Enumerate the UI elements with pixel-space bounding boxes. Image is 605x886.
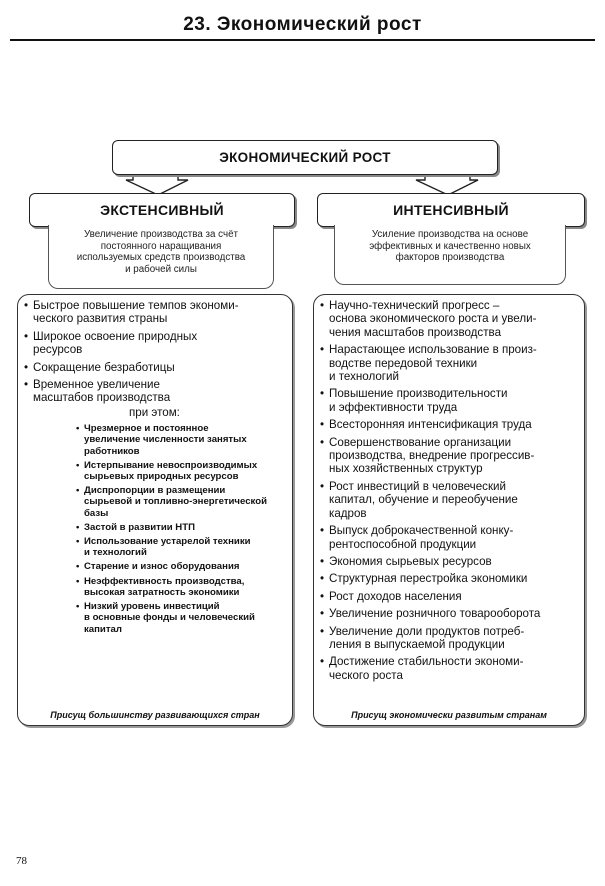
list-item: • Совершенствование организации производства, внедрение прогрессив- ных хозяйственных структур	[320, 436, 578, 476]
arrow-to-extensive	[126, 173, 188, 195]
extensive-description: Увеличение производства за счёт постоянного наращивания используемых средств производства и рабочей силы	[48, 225, 274, 289]
list-item: • Застой в развитии НТП	[24, 522, 286, 533]
intensive-footer: Присущ экономически развитым странам	[351, 710, 547, 720]
list-item: • Сокращение безработицы	[24, 361, 286, 374]
list-item: • Широкое освоение природных ресурсов	[24, 330, 286, 357]
extensive-note: при этом:	[129, 405, 180, 419]
list-item: • Увеличение розничного товарооборота	[320, 607, 578, 620]
extensive-sub-items	[24, 423, 286, 634]
list-item: • Истерпывание невоспроизводимых сырьевых природных ресурсов	[24, 460, 286, 482]
list-item: • Использование устарелой техники и технологий	[24, 536, 286, 558]
list-item: • Низкий уровень инвестиций в основные фонды и человеческий капитал	[24, 601, 286, 635]
list-item: • Научно-технический прогресс – основа экономического роста и увели- чения масштабов производства	[320, 299, 578, 339]
extensive-panel	[17, 294, 293, 726]
list-item: • Всесторонняя интенсификация труда	[320, 418, 578, 431]
list-item: • Увеличение доли продуктов потреб- ления в выпускаемой продукции	[320, 625, 578, 652]
list-item: • Временное увеличение масштабов производства	[24, 378, 286, 405]
intensive-description: Усиление производства на основе эффективных и качественно новых факторов производства	[334, 225, 566, 285]
list-item: • Выпуск доброкачественной конку- рентоспособной продукции	[320, 524, 578, 551]
arrow-to-intensive	[416, 173, 478, 195]
economic-growth-box: ЭКОНОМИЧЕСКИЙ РОСТ	[112, 140, 498, 175]
list-item: • Повышение производительности и эффективности труда	[320, 387, 578, 414]
list-item: • Нарастающее использование в произ- водстве передовой техники и технологий	[320, 343, 578, 383]
list-item: • Достижение стабильности экономи- ческого роста	[320, 655, 578, 682]
extensive-items	[24, 299, 286, 638]
list-item: • Структурная перестройка экономики	[320, 572, 578, 585]
intensive-panel	[313, 294, 585, 726]
list-item: • Рост доходов населения	[320, 590, 578, 603]
list-item: • Быстрое повышение темпов экономи- ческого развития страны	[24, 299, 286, 326]
list-item: • Старение и износ оборудования	[24, 561, 286, 572]
list-item: • Диспропорции в размещении сырьевой и топливно-энергетической базы	[24, 485, 286, 519]
list-item: • Чрезмерное и постоянное увеличение численности занятых работников	[24, 423, 286, 457]
intensive-box: ИНТЕНСИВНЫЙ	[317, 193, 585, 227]
list-item: • Экономия сырьевых ресурсов	[320, 555, 578, 568]
page-number: 78	[16, 855, 27, 867]
intensive-items	[320, 299, 578, 686]
page-title: 23. Экономический рост	[183, 14, 422, 35]
extensive-footer: Присущ большинству развивающихся стран	[50, 710, 260, 720]
list-item: • Неэффективность производства, высокая затратность экономики	[24, 576, 286, 598]
list-item: • Рост инвестиций в человеческий капитал, обучение и переобучение кадров	[320, 480, 578, 520]
extensive-box: ЭКСТЕНСИВНЫЙ	[29, 193, 295, 227]
